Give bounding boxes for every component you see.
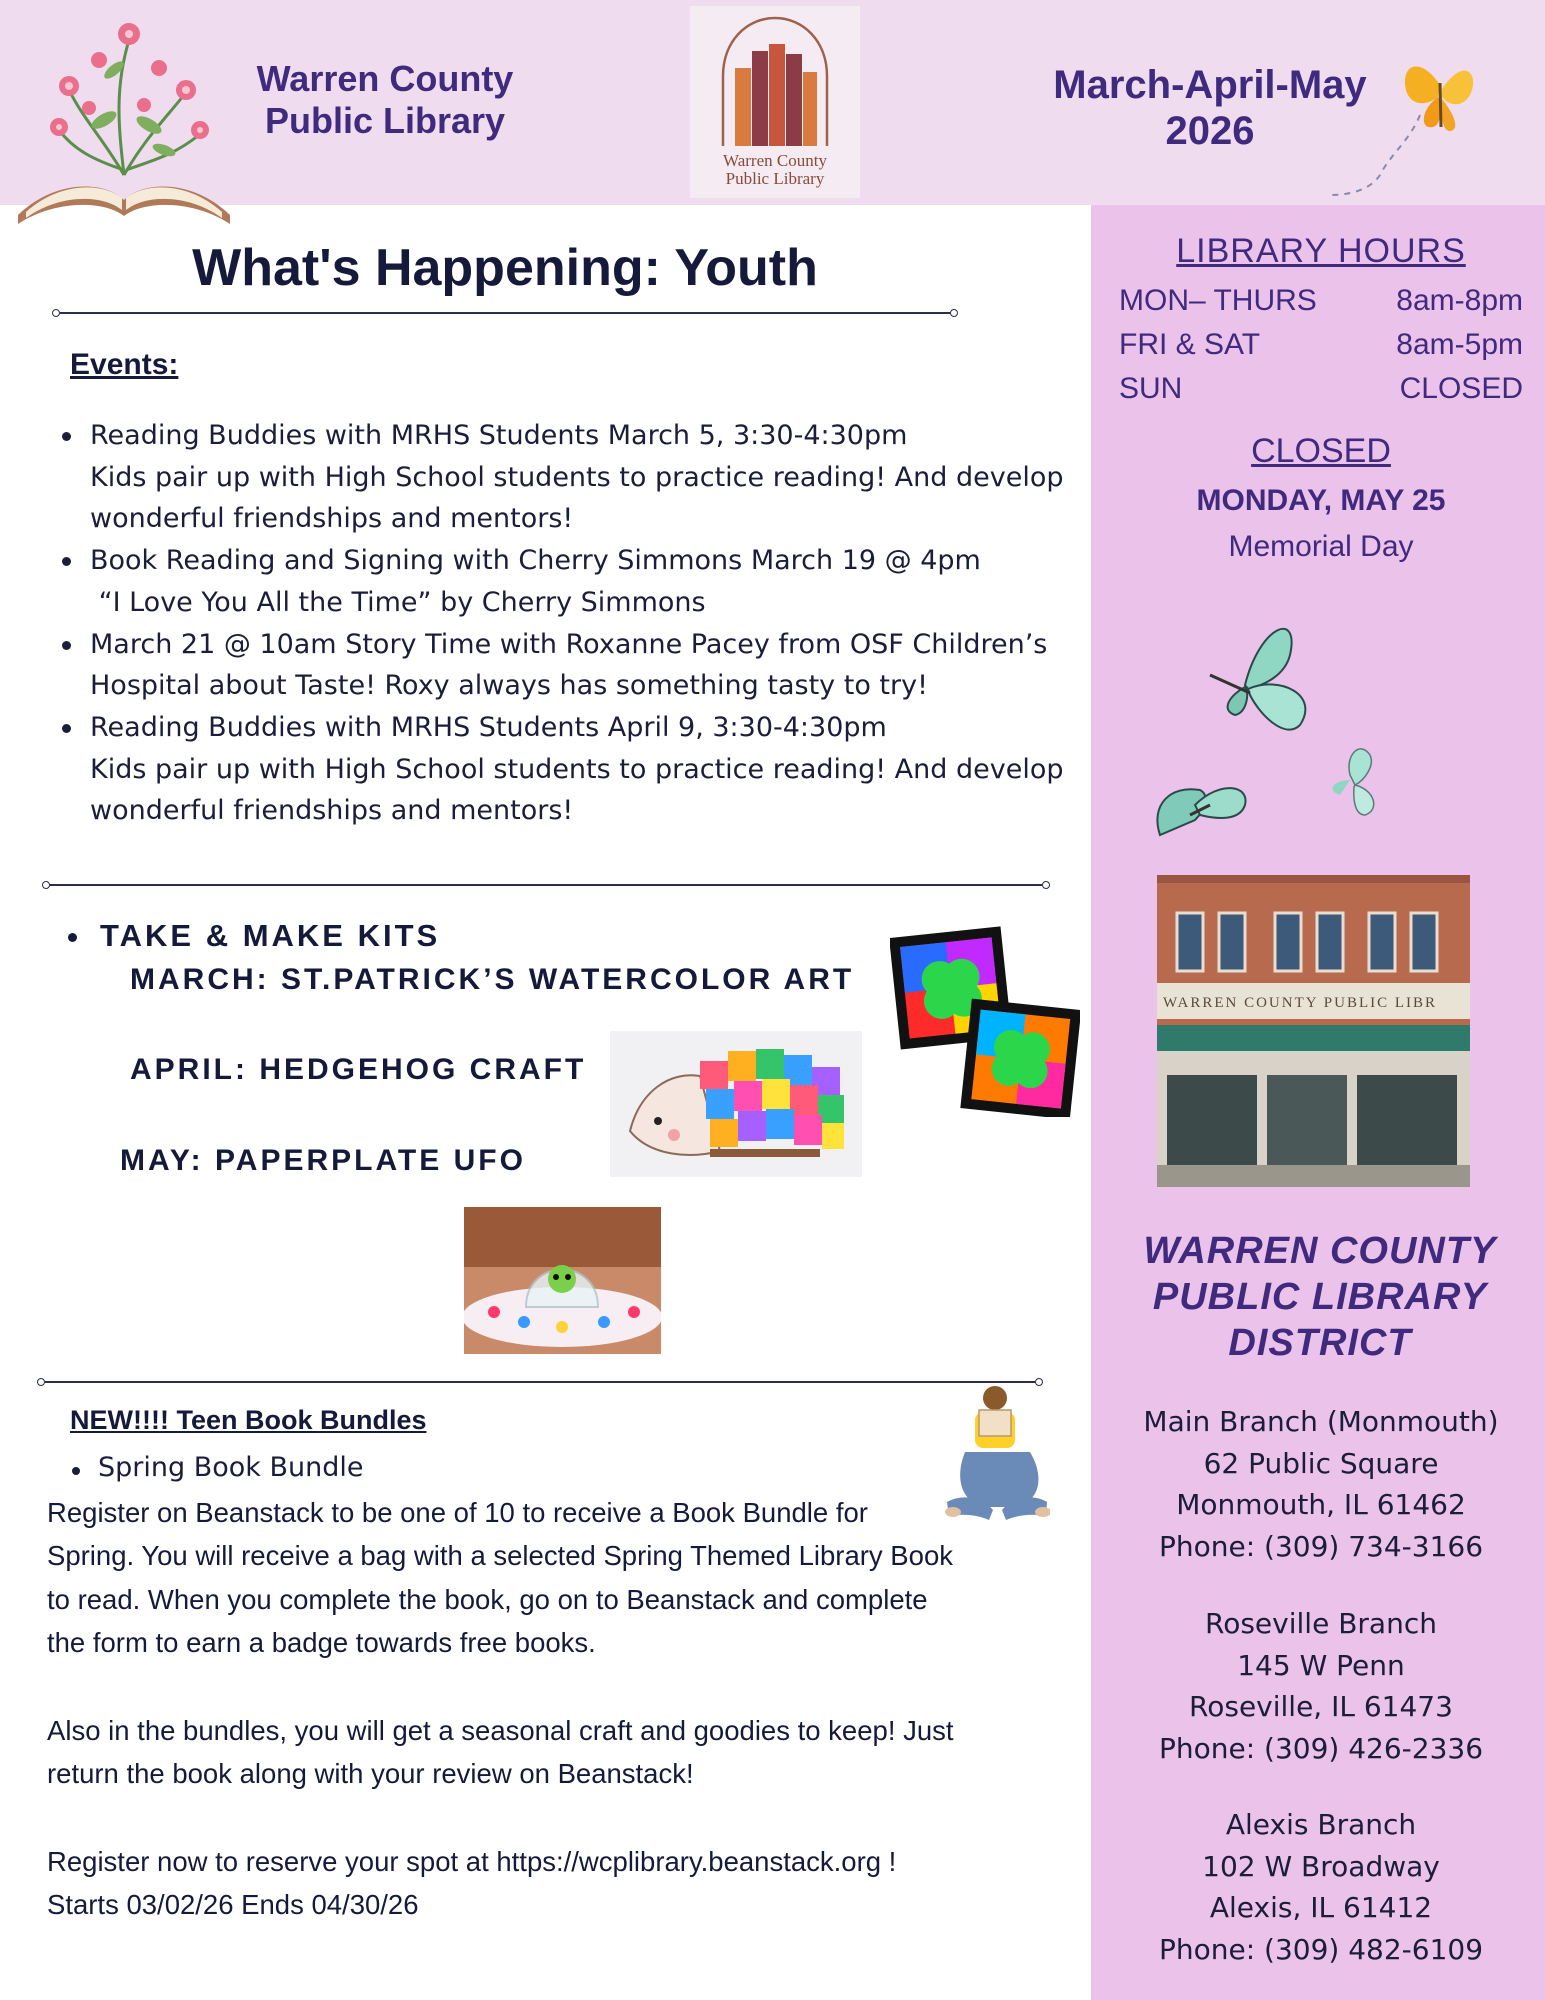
event-line: Reading Buddies with MRHS Students March 5, 3:30-4:30pm xyxy=(90,420,908,451)
district-line1: WARREN COUNTY xyxy=(1143,1230,1497,1272)
district-line3: DISTRICT xyxy=(1228,1322,1412,1364)
flower-book-illustration xyxy=(14,10,234,232)
teen-bundle-item: Spring Book Bundle xyxy=(66,1452,364,1483)
season-months: March-April-May xyxy=(1053,63,1367,107)
logo-wordmark-line1: Warren County xyxy=(723,151,827,170)
branch-main xyxy=(1091,1401,1545,1567)
ufo-craft-image xyxy=(464,1207,661,1354)
branch-name: Roseville Branch xyxy=(1205,1607,1437,1640)
branch-street: 145 W Penn xyxy=(1237,1648,1405,1682)
hours-row-fri-sat xyxy=(1119,328,1523,362)
event-line: Hospital about Taste! Roxy always has something tasty to try! xyxy=(90,670,928,702)
event-line: Kids pair up with High School students to practice reading! And develop xyxy=(90,753,1064,785)
hours-days: MON– THURS xyxy=(1119,284,1317,317)
branch-name: Main Branch (Monmouth) xyxy=(1143,1405,1499,1438)
page-title: What's Happening: Youth xyxy=(192,239,818,297)
event-item xyxy=(58,415,1078,540)
butterflies-illustration xyxy=(1150,615,1430,855)
paragraph-line: Also in the bundles, you will get a seasonal craft and goodies to keep! Just xyxy=(47,1715,954,1746)
event-item xyxy=(58,540,1078,623)
paragraph-line: to read. When you complete the book, go on to Beanstack and complete xyxy=(47,1583,928,1615)
branch-street: 102 W Broadway xyxy=(1202,1849,1440,1883)
paragraph-line: the form to earn a badge towards free books. xyxy=(47,1626,596,1658)
events-list xyxy=(58,415,1078,832)
event-line: Kids pair up with High School students to practice reading! And develop xyxy=(90,461,1064,493)
library-hours-heading: LIBRARY HOURS xyxy=(1176,232,1466,270)
branch-city: Alexis, IL 61412 xyxy=(1209,1891,1433,1924)
teen-paragraph-register xyxy=(47,1491,1047,1664)
hours-time: 8am-5pm xyxy=(1396,328,1523,361)
season-year: 2026 xyxy=(1165,109,1255,153)
section-divider xyxy=(50,884,1042,886)
branch-street: 62 Public Square xyxy=(1203,1446,1439,1480)
logo-wordmark-line2: Public Library xyxy=(725,169,825,188)
branch-phone: Phone: (309) 426-2336 xyxy=(1158,1731,1484,1765)
hours-days: FRI & SAT xyxy=(1119,328,1261,361)
hedgehog-craft-image xyxy=(610,1031,862,1177)
event-item xyxy=(58,707,1078,832)
logo-wordmark xyxy=(690,152,860,188)
district-line2: PUBLIC LIBRARY xyxy=(1152,1276,1488,1318)
library-name-line1: Warren County xyxy=(256,58,514,99)
shamrock-art-image xyxy=(890,922,1080,1117)
hours-days: SUN xyxy=(1119,372,1183,405)
section-divider xyxy=(45,1381,1035,1383)
paragraph-line: return the book along with your review on Beanstack! xyxy=(47,1758,694,1790)
library-name xyxy=(230,58,540,142)
branch-phone: Phone: (309) 482-6109 xyxy=(1158,1932,1484,1966)
branch-city: Roseville, IL 61473 xyxy=(1189,1690,1453,1723)
branch-phone: Phone: (309) 734-3166 xyxy=(1158,1529,1484,1563)
teen-paragraph-goodies xyxy=(47,1709,1047,1796)
event-line: Reading Buddies with MRHS Students April 9, 3:30-4:30pm xyxy=(90,711,887,743)
signup-dates: Starts 03/02/26 Ends 04/30/26 xyxy=(47,1889,419,1921)
hours-time: CLOSED xyxy=(1399,372,1523,405)
kit-april: APRIL: HEDGEHOG CRAFT xyxy=(130,1053,587,1086)
branch-city: Monmouth, IL 61462 xyxy=(1176,1488,1466,1521)
closed-heading: CLOSED xyxy=(1251,432,1391,470)
teen-paragraph-signup xyxy=(47,1840,1047,1927)
paragraph-line: Spring. You will receive a bag with a selected Spring Themed Library Book xyxy=(47,1540,953,1572)
kit-may: MAY: PAPERPLATE UFO xyxy=(120,1144,526,1177)
signup-link-line[interactable]: Register now to reserve your spot at https://wcplibrary.beanstack.org ! xyxy=(47,1846,897,1877)
branch-roseville xyxy=(1091,1603,1545,1769)
branch-name: Alexis Branch xyxy=(1225,1808,1417,1841)
closed-date: MONDAY, MAY 25 xyxy=(1196,484,1446,517)
event-line: wonderful friendships and mentors! xyxy=(90,795,574,827)
event-line: March 21 @ 10am Story Time with Roxanne Pacey from OSF Children’s xyxy=(90,628,1048,660)
teen-bundles-heading: NEW!!!! Teen Book Bundles xyxy=(70,1405,427,1435)
paragraph-line: Register on Beanstack to be one of 10 to receive a Book Bundle for xyxy=(47,1497,868,1528)
take-make-kits-heading: TAKE & MAKE KITS xyxy=(62,918,440,954)
event-line: Book Reading and Signing with Cherry Simmons March 19 @ 4pm xyxy=(90,545,981,577)
event-line: wonderful friendships and mentors! xyxy=(90,503,574,535)
butterfly-icon xyxy=(1320,45,1490,205)
branch-alexis xyxy=(1091,1804,1545,1970)
district-name xyxy=(1110,1228,1530,1366)
hours-time: 8am-8pm xyxy=(1396,284,1523,317)
kit-march: MARCH: ST.PATRICK’S WATERCOLOR ART xyxy=(130,963,855,996)
events-heading: Events: xyxy=(70,348,179,381)
hours-row-mon-thurs xyxy=(1119,284,1523,318)
closed-reason: Memorial Day xyxy=(1228,530,1414,563)
section-divider xyxy=(60,312,950,314)
hours-row-sun xyxy=(1119,372,1523,406)
library-building-photo xyxy=(1157,875,1470,1187)
building-sign: WARREN COUNTY PUBLIC LIBR xyxy=(1163,995,1438,1011)
event-item xyxy=(58,624,1078,707)
event-line: “I Love You All the Time” by Cherry Simmons xyxy=(90,586,706,618)
library-name-line2: Public Library xyxy=(264,100,506,141)
